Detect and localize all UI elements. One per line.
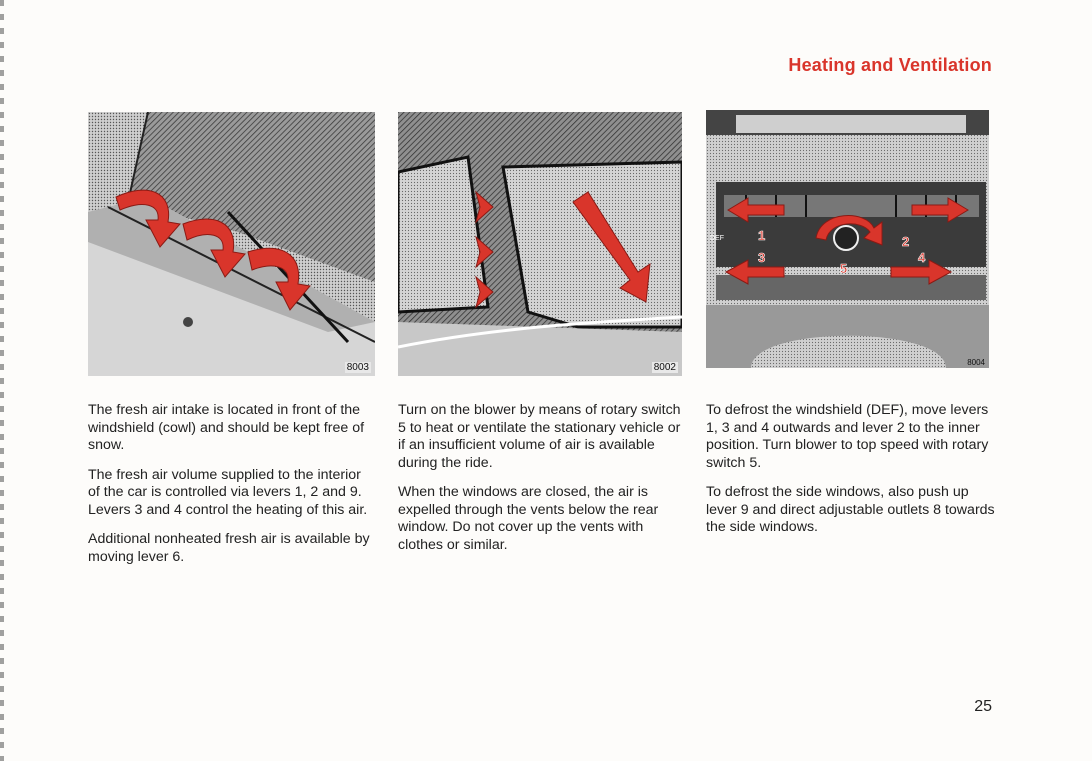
callout-1: 1 xyxy=(758,228,766,243)
callout-4: 4 xyxy=(918,250,926,265)
paragraph: When the windows are closed, the air is expelled through the vents below the rear window. Do not cover up the vents with clothes or similar. xyxy=(398,484,659,553)
def-marking: DEF xyxy=(710,235,724,242)
paragraph: To defrost the windshield (DEF), move levers 1, 3 and 4 outwards and lever 2 to the inner position. Turn blower to top speed with rotary switch 5. xyxy=(706,402,989,471)
paragraph: To defrost the side windows, also push up lever 9 and direct adjustable outlets 8 towards the side windows. xyxy=(706,484,995,535)
page-edge xyxy=(0,0,4,761)
text-column-2 xyxy=(398,402,683,566)
paragraph: The fresh air volume supplied to the interior of the car is controlled via levers 1, 2 and 9. Levers 3 and 4 control the heating of this air. xyxy=(88,466,368,518)
figure-control-panel xyxy=(706,110,989,368)
figure-label: 8003 xyxy=(346,362,369,373)
figure-cowl-intake xyxy=(88,112,375,376)
callout-2: 2 xyxy=(902,234,910,249)
rear-window-illustration xyxy=(398,112,682,376)
figure-label: 8002 xyxy=(653,362,676,373)
cowl-illustration xyxy=(88,112,375,376)
text-column-1 xyxy=(88,402,373,578)
callout-3: 3 xyxy=(758,250,766,265)
figure-rear-window xyxy=(398,112,682,376)
page-number: 25 xyxy=(974,698,992,715)
figure-label: 8004 xyxy=(967,358,985,367)
text-column-3 xyxy=(706,402,996,549)
callout-5: 5 xyxy=(840,261,848,276)
paragraph: Additional nonheated fresh air is available by moving lever 6. xyxy=(88,531,370,565)
paragraph: Turn on the blower by means of rotary switch 5 to heat or ventilate the stationary vehicle or if an insufficient volume of air is available during the ride. xyxy=(398,402,681,471)
control-panel-illustration xyxy=(706,110,989,368)
page-title: Heating and Ventilation xyxy=(788,55,992,75)
paragraph: The fresh air intake is located in front of the windshield (cowl) and should be kept free of snow. xyxy=(88,402,365,453)
